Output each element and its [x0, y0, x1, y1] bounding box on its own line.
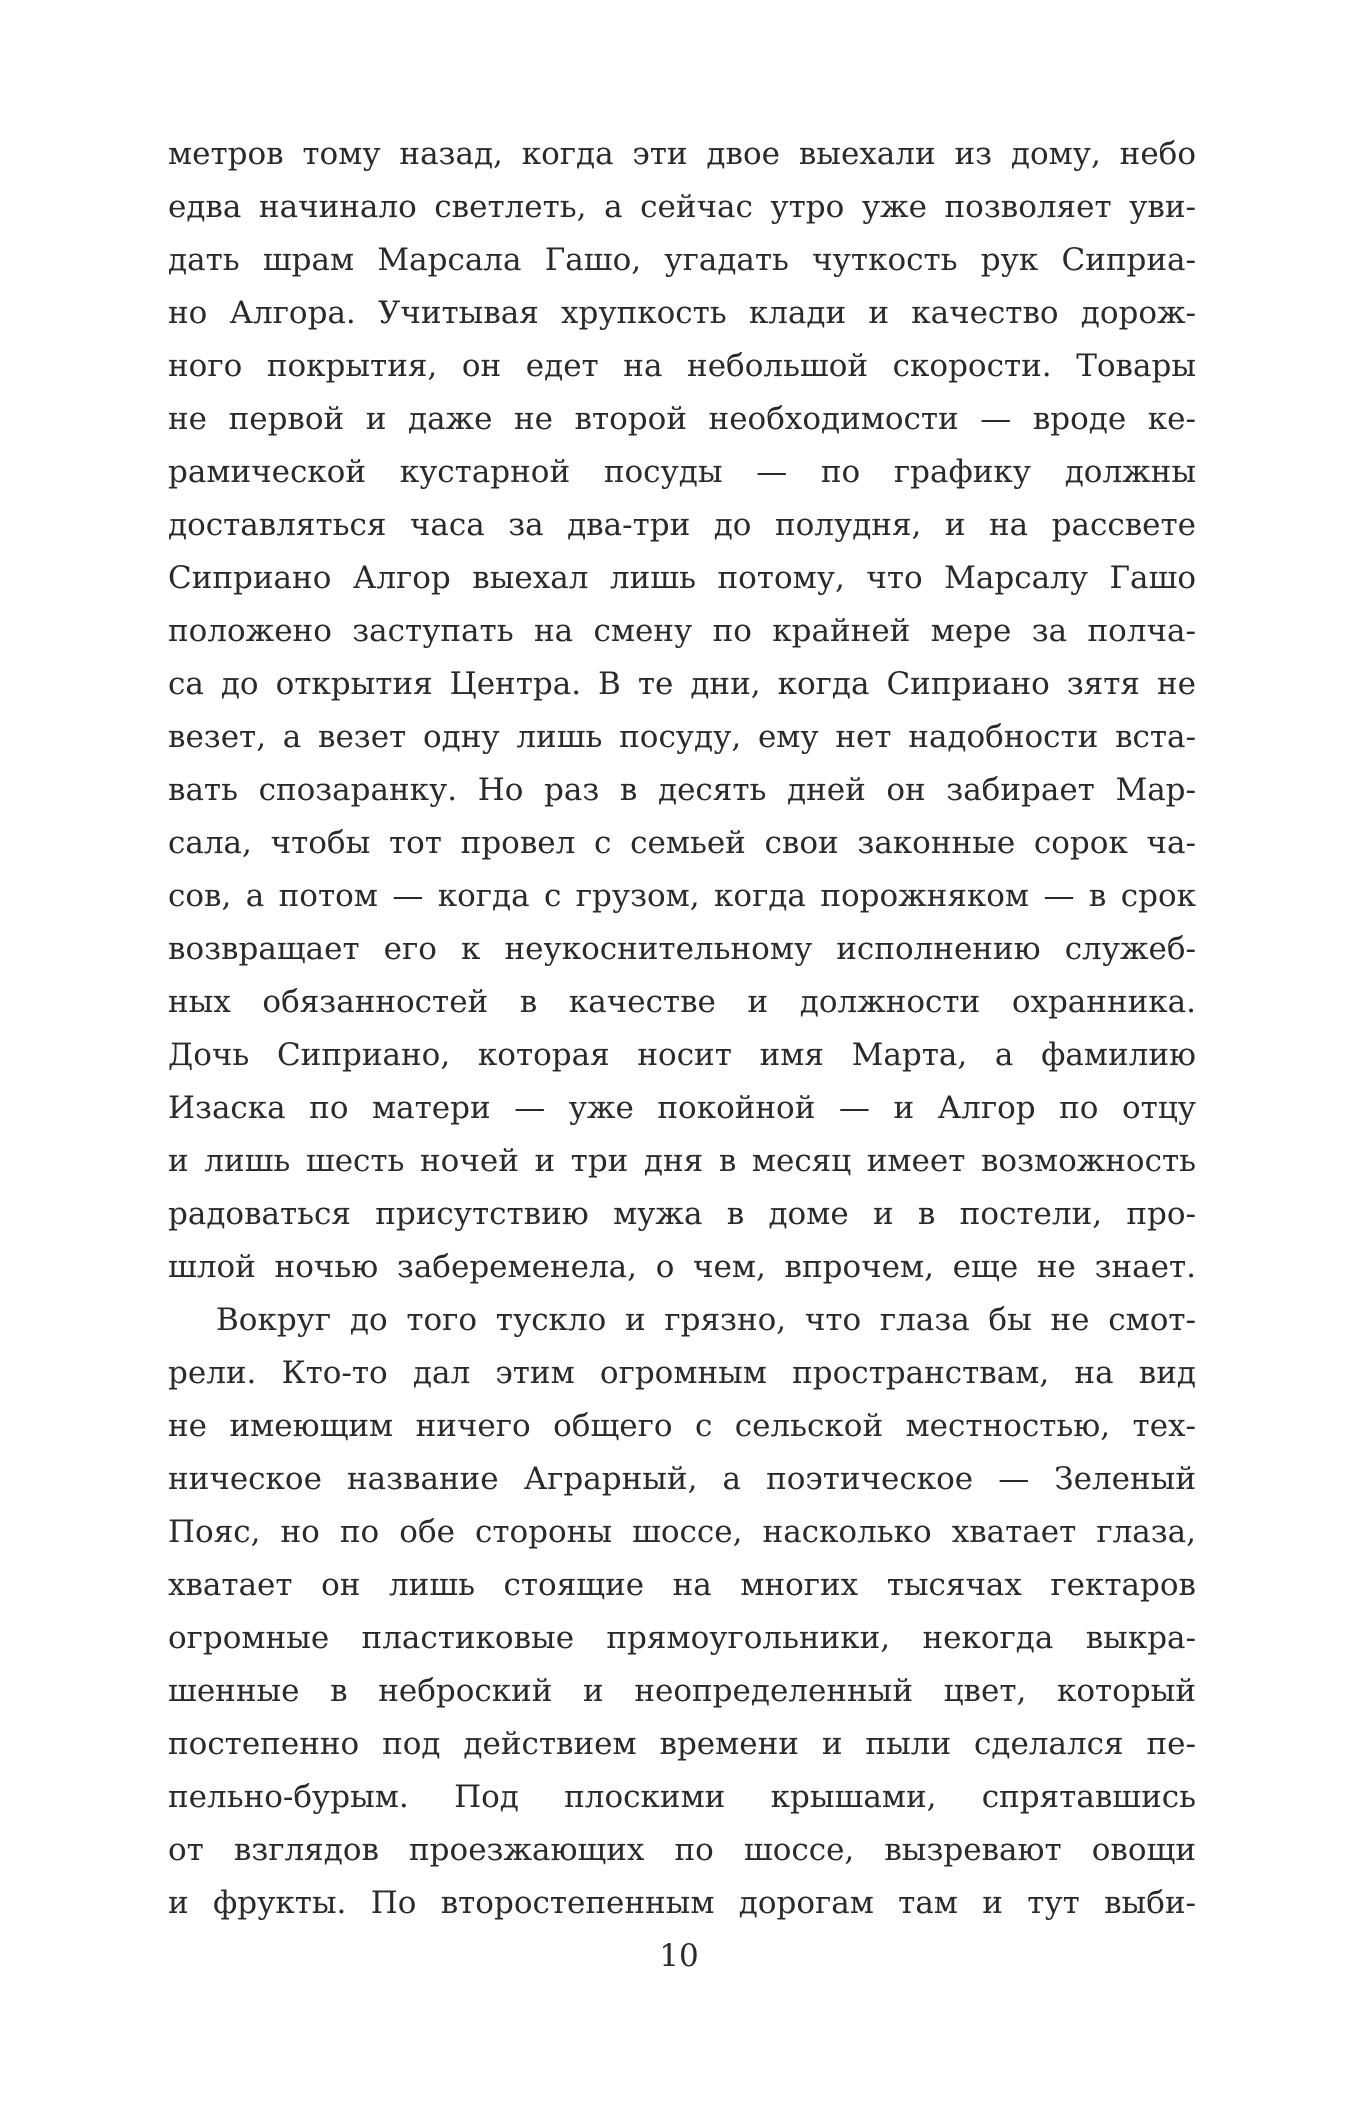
text-line: метров тому назад, когда эти двое выехали из дому, небо — [168, 136, 1196, 172]
text-line: не первой и даже не второй необходимости — вроде ке- — [168, 401, 1196, 437]
text-line: рамической кустарной посуды — по графику должны — [168, 454, 1196, 490]
text-line: не имеющим ничего общего с сельской местностью, тех- — [168, 1408, 1196, 1444]
text-line: са до открытия Центра. В те дни, когда Сиприано зятя не — [168, 666, 1196, 702]
text-line: от взглядов проезжающих по шоссе, вызревают овощи — [168, 1832, 1196, 1868]
text-line: шлой ночью забеременела, о чем, впрочем, еще не знает. — [168, 1249, 1196, 1285]
text-line: возвращает его к неукоснительному исполнению служеб- — [168, 931, 1196, 967]
text-line: пельно-бурым. Под плоскими крышами, спрятавшись — [168, 1779, 1196, 1815]
text-line: и лишь шесть ночей и три дня в месяц имеет возможность — [168, 1143, 1196, 1179]
text-line: огромные пластиковые прямоугольники, некогда выкра- — [168, 1620, 1196, 1656]
text-line: Вокруг до того тускло и грязно, что глаза бы не смот- — [216, 1302, 1196, 1338]
text-line: дать шрам Марсала Гашо, угадать чуткость рук Сиприа- — [168, 242, 1196, 278]
text-line: Пояс, но по обе стороны шоссе, насколько хватает глаза, — [168, 1514, 1196, 1550]
text-line: ническое название Аграрный, а поэтическое — Зеленый — [168, 1461, 1196, 1497]
text-line: положено заступать на смену по крайней мере за полча- — [168, 613, 1196, 649]
text-line: Дочь Сиприано, которая носит имя Марта, а фамилию — [168, 1037, 1196, 1073]
text-line: и фрукты. По второстепенным дорогам там и тут выби- — [168, 1885, 1196, 1921]
text-line: Изаска по матери — уже покойной — и Алгор по отцу — [168, 1090, 1196, 1126]
body-text — [168, 128, 1196, 1930]
text-line: Сиприано Алгор выехал лишь потому, что Марсалу Гашо — [168, 560, 1196, 596]
text-line: ного покрытия, он едет на небольшой скорости. Товары — [168, 348, 1196, 384]
text-line: едва начинало светлеть, а сейчас утро уже позволяет уви- — [168, 189, 1196, 225]
page-number: 10 — [659, 1938, 699, 1974]
text-line: везет, а везет одну лишь посуду, ему нет надобности вста- — [168, 719, 1196, 755]
text-line: но Алгора. Учитывая хрупкость клади и качество дорож- — [168, 295, 1196, 331]
text-line: шенные в неброский и неопределенный цвет, который — [168, 1673, 1196, 1709]
text-line: хватает он лишь стоящие на многих тысячах гектаров — [168, 1567, 1196, 1603]
text-line: радоваться присутствию мужа в доме и в постели, про- — [168, 1196, 1196, 1232]
text-line: доставляться часа за два-три до полудня, и на рассвете — [168, 507, 1196, 543]
text-line: рели. Кто-то дал этим огромным пространствам, на вид — [168, 1355, 1196, 1391]
text-line: постепенно под действием времени и пыли сделался пе- — [168, 1726, 1196, 1762]
text-line: сала, чтобы тот провел с семьей свои законные сорок ча- — [168, 825, 1196, 861]
text-line: сов, а потом — когда с грузом, когда порожняком — в срок — [168, 878, 1196, 914]
text-line: ных обязанностей в качестве и должности охранника. — [168, 984, 1196, 1020]
text-line: вать спозаранку. Но раз в десять дней он забирает Мар- — [168, 772, 1196, 808]
